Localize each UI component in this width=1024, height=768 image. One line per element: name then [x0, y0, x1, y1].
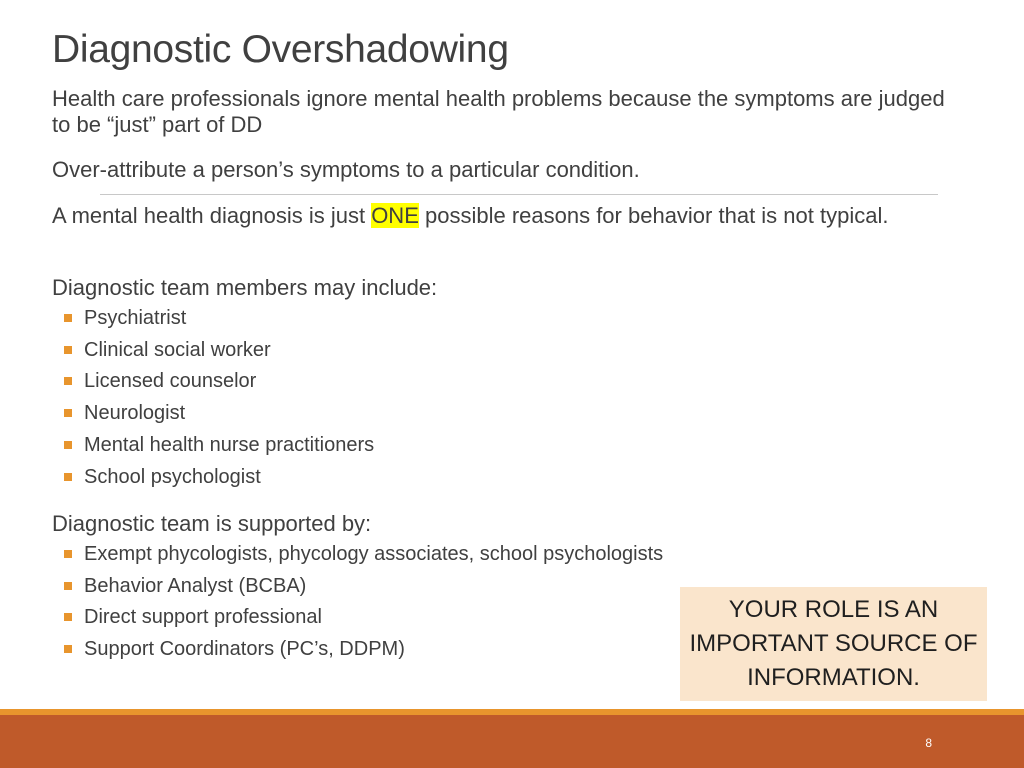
bullet-square-icon [64, 346, 72, 354]
list-item-text: Direct support professional [84, 606, 322, 629]
list-item-text: Neurologist [84, 402, 186, 425]
list-item-text: Licensed counselor [84, 370, 257, 393]
bullet-square-icon [64, 613, 72, 621]
list-item [64, 462, 374, 494]
role-callout-box [680, 587, 987, 701]
bullet-square-icon [64, 441, 72, 449]
list-item [64, 430, 374, 462]
list-item [64, 335, 374, 367]
supporters-list [64, 539, 663, 666]
paragraph-diagnosis-before: A mental health diagnosis is just [52, 203, 372, 228]
paragraph-diagnosis-reasons [52, 203, 952, 229]
list-item [64, 303, 374, 335]
list-item-text: Behavior Analyst (BCBA) [84, 574, 307, 597]
callout-line: IMPORTANT SOURCE OF [689, 630, 978, 657]
highlighted-word: ONE [371, 203, 419, 228]
bullet-square-icon [64, 582, 72, 590]
list-item-text: Clinical social worker [84, 338, 271, 361]
list-item [64, 398, 374, 430]
divider-line [100, 194, 938, 195]
slide-title: Diagnostic Overshadowing [52, 28, 509, 71]
bullet-square-icon [64, 409, 72, 417]
team-members-list [64, 303, 374, 493]
list-item [64, 602, 663, 634]
list-item [64, 366, 374, 398]
team-members-heading: Diagnostic team members may include: [52, 275, 438, 300]
callout-line: YOUR ROLE IS AN [728, 596, 939, 623]
callout-line: INFORMATION. [747, 664, 920, 691]
list-item-text: Mental health nurse practitioners [84, 433, 375, 456]
paragraph-diagnosis-after: possible reasons for behavior that is not typical. [418, 203, 889, 228]
list-item-text: School psychologist [84, 465, 261, 488]
list-item-text: Psychiatrist [84, 307, 187, 329]
list-item [64, 571, 663, 603]
bullet-square-icon [64, 550, 72, 558]
paragraph-over-attribute: Over-attribute a person’s symptoms to a particular condition. [52, 157, 640, 182]
footer-bar [0, 715, 1024, 768]
list-item [64, 634, 663, 666]
bullet-square-icon [64, 645, 72, 653]
bullet-square-icon [64, 473, 72, 481]
list-item-text: Exempt phycologists, phycology associates, school psychologists [84, 543, 664, 565]
bullet-square-icon [64, 377, 72, 385]
bullet-square-icon [64, 314, 72, 322]
paragraph-overshadowing-definition: Health care professionals ignore mental health problems because the symptoms are judged to be “just” part of DD [52, 86, 945, 137]
page-number: 8 [925, 736, 932, 750]
list-item-text: Support Coordinators (PC’s, DDPM) [84, 638, 405, 661]
support-heading: Diagnostic team is supported by: [52, 511, 372, 536]
list-item [64, 539, 663, 571]
